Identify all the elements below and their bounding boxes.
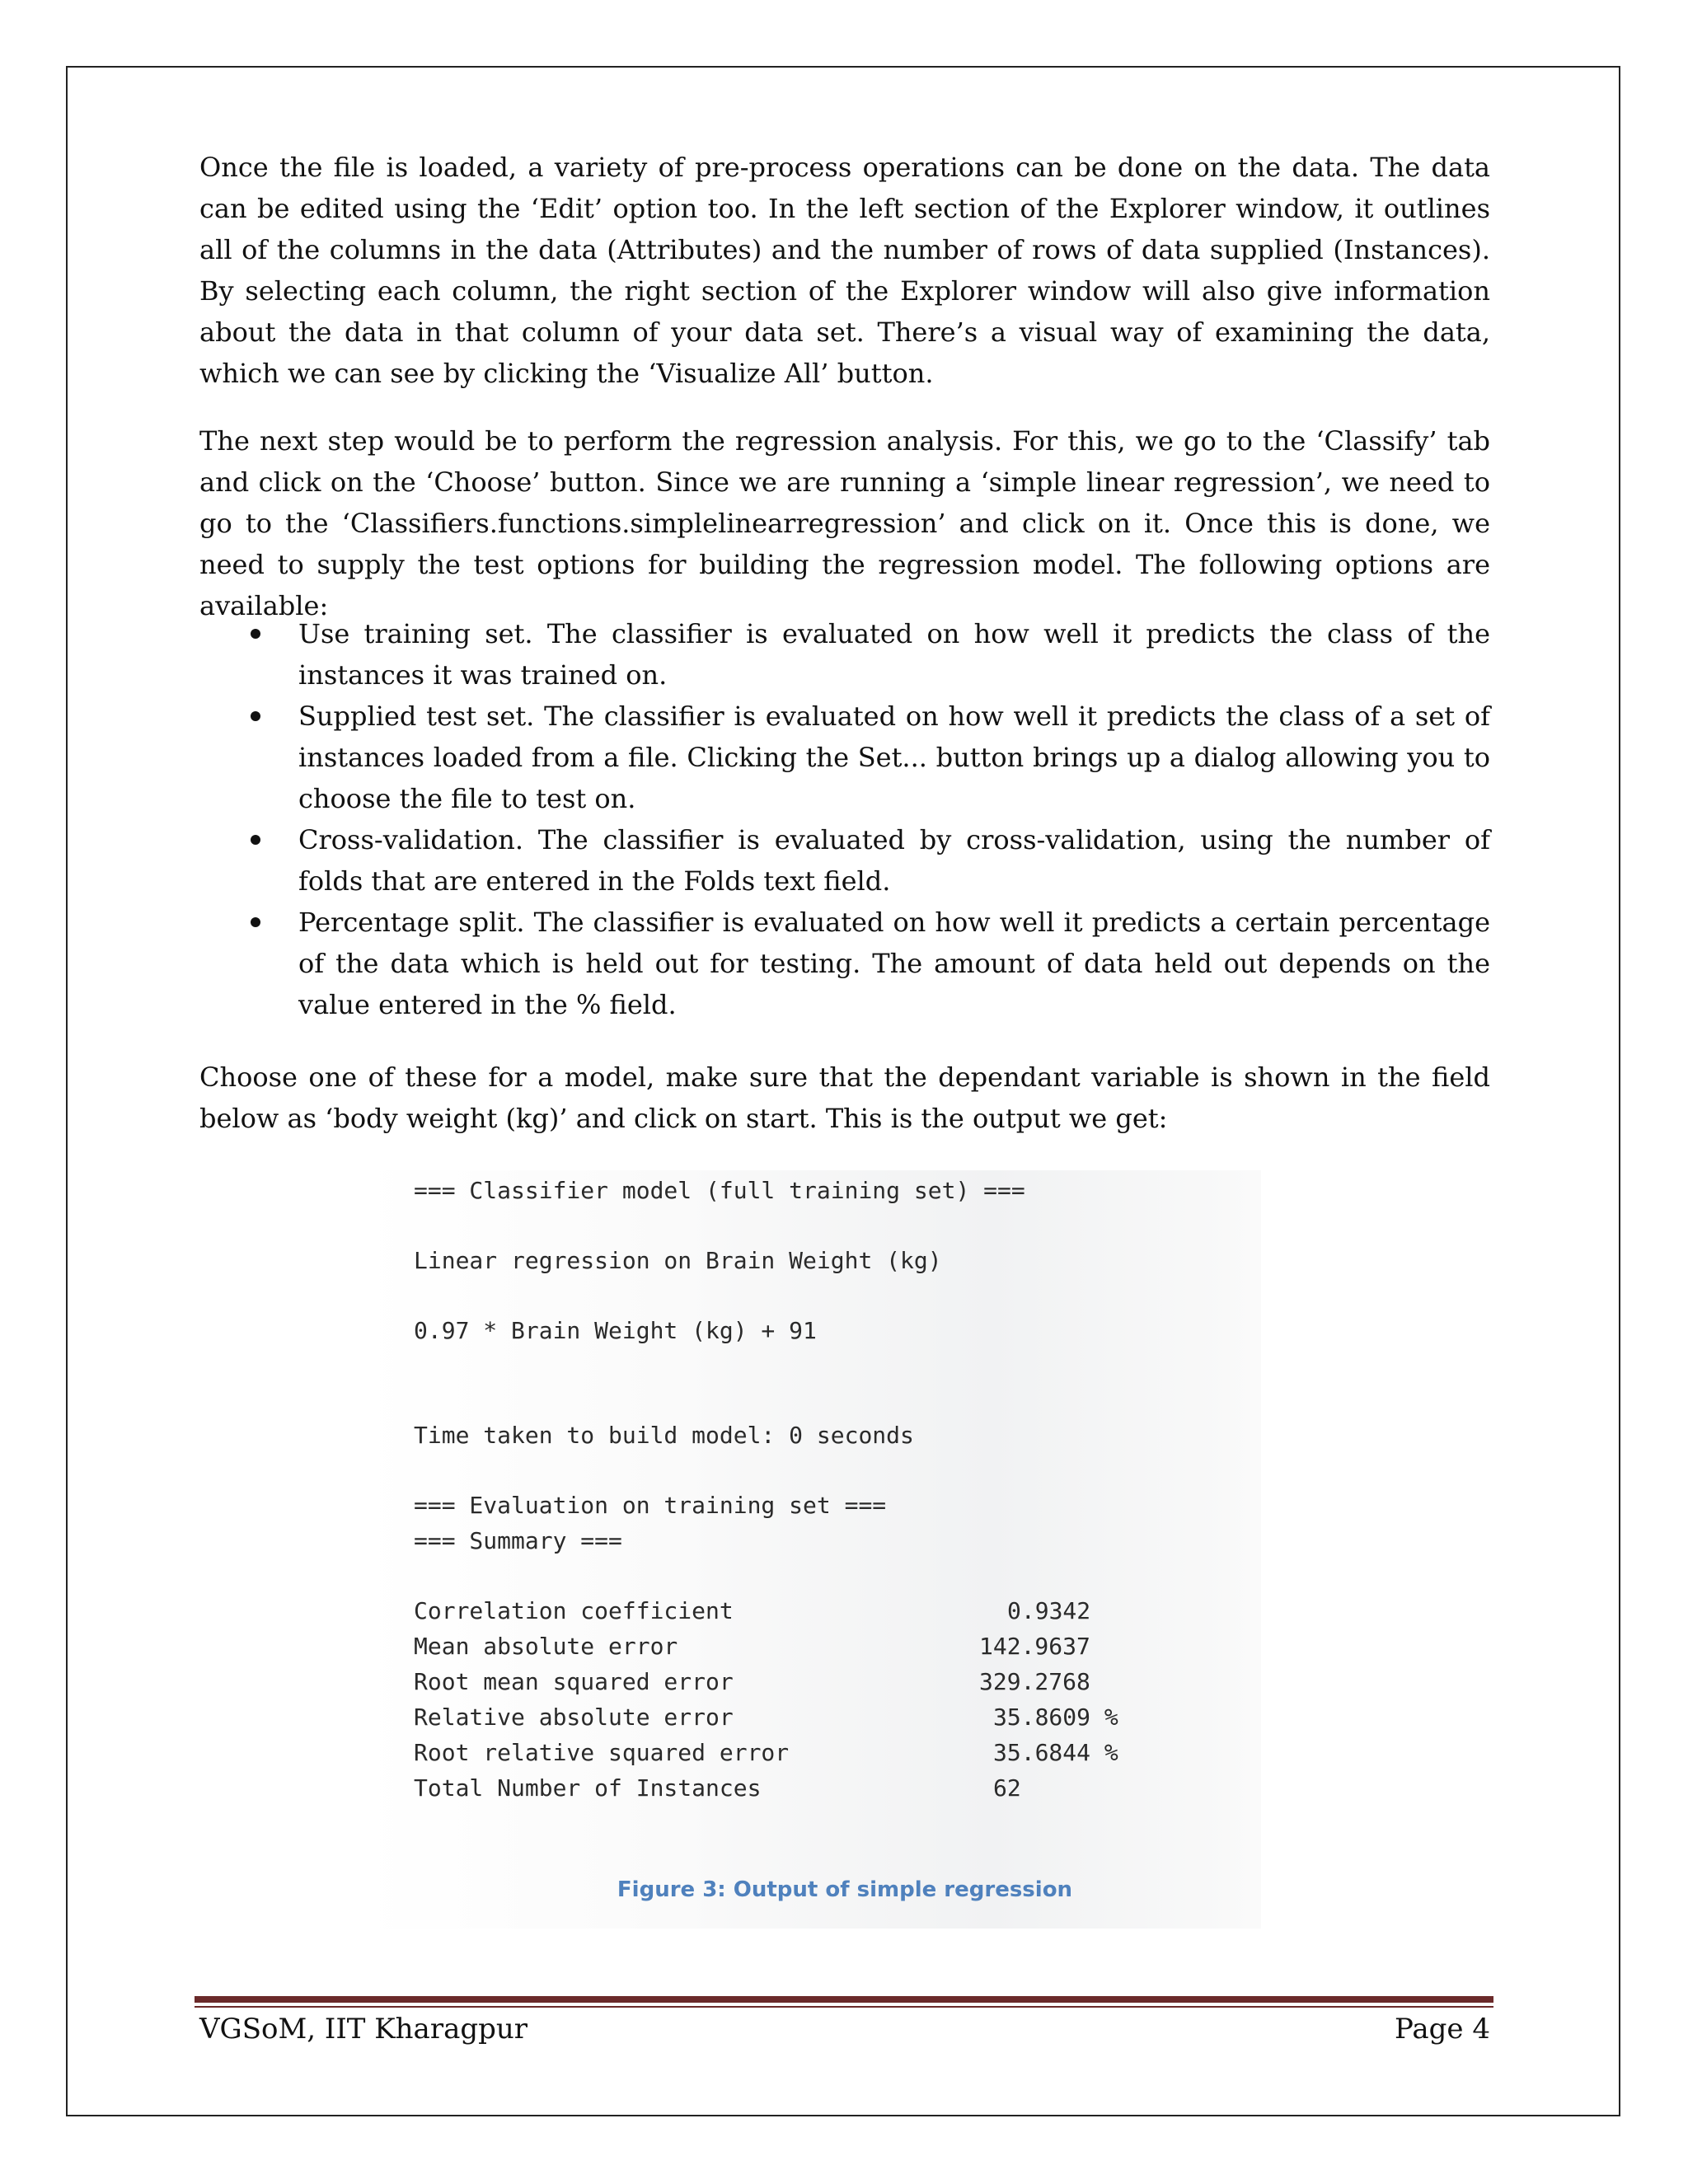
metric-value: 0.9342 [1007,1597,1091,1624]
figure-caption: Figure 3: Output of simple regression [617,1877,1073,1902]
footer-rule-thin [195,2006,1493,2008]
list-item [199,696,1490,819]
list-item [199,613,1490,696]
output-time-taken: Time taken to build model: 0 seconds [414,1422,914,1449]
metric-value: 35.6844 % [993,1739,1118,1766]
metric-value: 35.8609 % [993,1704,1118,1731]
list-item-text: Use training set. The classifier is evaluated on how well it predicts the class of the instances it was trained on. [298,618,1490,691]
footer-institution: VGSoM, IIT Kharagpur [199,2013,528,2046]
metric-value: 329.2768 [979,1668,1090,1695]
bullet-icon [251,835,260,845]
footer-page-number: Page 4 [1395,2013,1490,2046]
output-header: === Classifier model (full training set) === [414,1177,1025,1204]
test-options-list [199,613,1490,1025]
footer-rule-thick [195,1996,1493,2003]
output-summary-header: === Summary === [414,1527,622,1554]
list-item-text: Cross-validation. The classifier is evaluated by cross-validation, using the number of folds that are entered in the Folds text field. [298,824,1490,897]
metric-value: 142.9637 [979,1633,1090,1660]
metric-label: Root relative squared error [414,1739,790,1766]
list-item [199,902,1490,1025]
metric-label: Relative absolute error [414,1704,734,1731]
metric-label: Correlation coefficient [414,1597,734,1624]
bullet-icon [251,711,260,721]
metric-value: 62 [993,1774,1021,1802]
list-item-text: Supplied test set. The classifier is evaluated on how well it predicts the class of a set of instances loaded from a file. Clicking the Set... button brings up a dialog allowing you to choose the file to test on. [298,701,1490,814]
weka-output-screenshot [363,1170,1261,1929]
paragraph-choose-model [199,1057,1490,1139]
bullet-icon [251,629,260,639]
paragraph-text: Choose one of these for a model, make sure that the dependant variable is shown in the field below as ‘body weight (kg)’ and click on start. This is the output we get: [199,1062,1490,1134]
metric-label: Root mean squared error [414,1668,734,1695]
paragraph-text: The next step would be to perform the regression analysis. For this, we go to the ‘Classify’ tab and click on the ‘Choose’ button. Since we are running a ‘simple linear regression’, we need to go to the ‘Classifiers.functions.simplelinearregression’ and click on it. Once this is done, we need to supply the test options for building the regression model. The following options are available: [199,425,1490,621]
paragraph-text: Once the file is loaded, a variety of pre-process operations can be done on the data. The data can be edited using the ‘Edit’ option too. In the left section of the Explorer window, it outlines all of the columns in the data (Attributes) and the number of rows of data supplied (Instances). By selecting each column, the right section of the Explorer window will also give information about the data in that column of your data set. There’s a visual way of examining the data, which we can see by clicking the ‘Visualize All’ button. [199,152,1490,389]
output-regression-target: Linear regression on Brain Weight (kg) [414,1247,942,1274]
output-equation: 0.97 * Brain Weight (kg) + 91 [414,1317,817,1344]
paragraph-regression-steps [199,420,1490,626]
list-item [199,819,1490,902]
metric-label: Total Number of Instances [414,1774,762,1802]
bullet-icon [251,917,260,927]
list-item-text: Percentage split. The classifier is evaluated on how well it predicts a certain percentage of the data which is held out for testing. The amount of data held out depends on the value entered in the % field. [298,907,1490,1020]
metric-label: Mean absolute error [414,1633,678,1660]
output-eval-header: === Evaluation on training set === [414,1492,887,1519]
paragraph-file-loaded [199,147,1490,394]
